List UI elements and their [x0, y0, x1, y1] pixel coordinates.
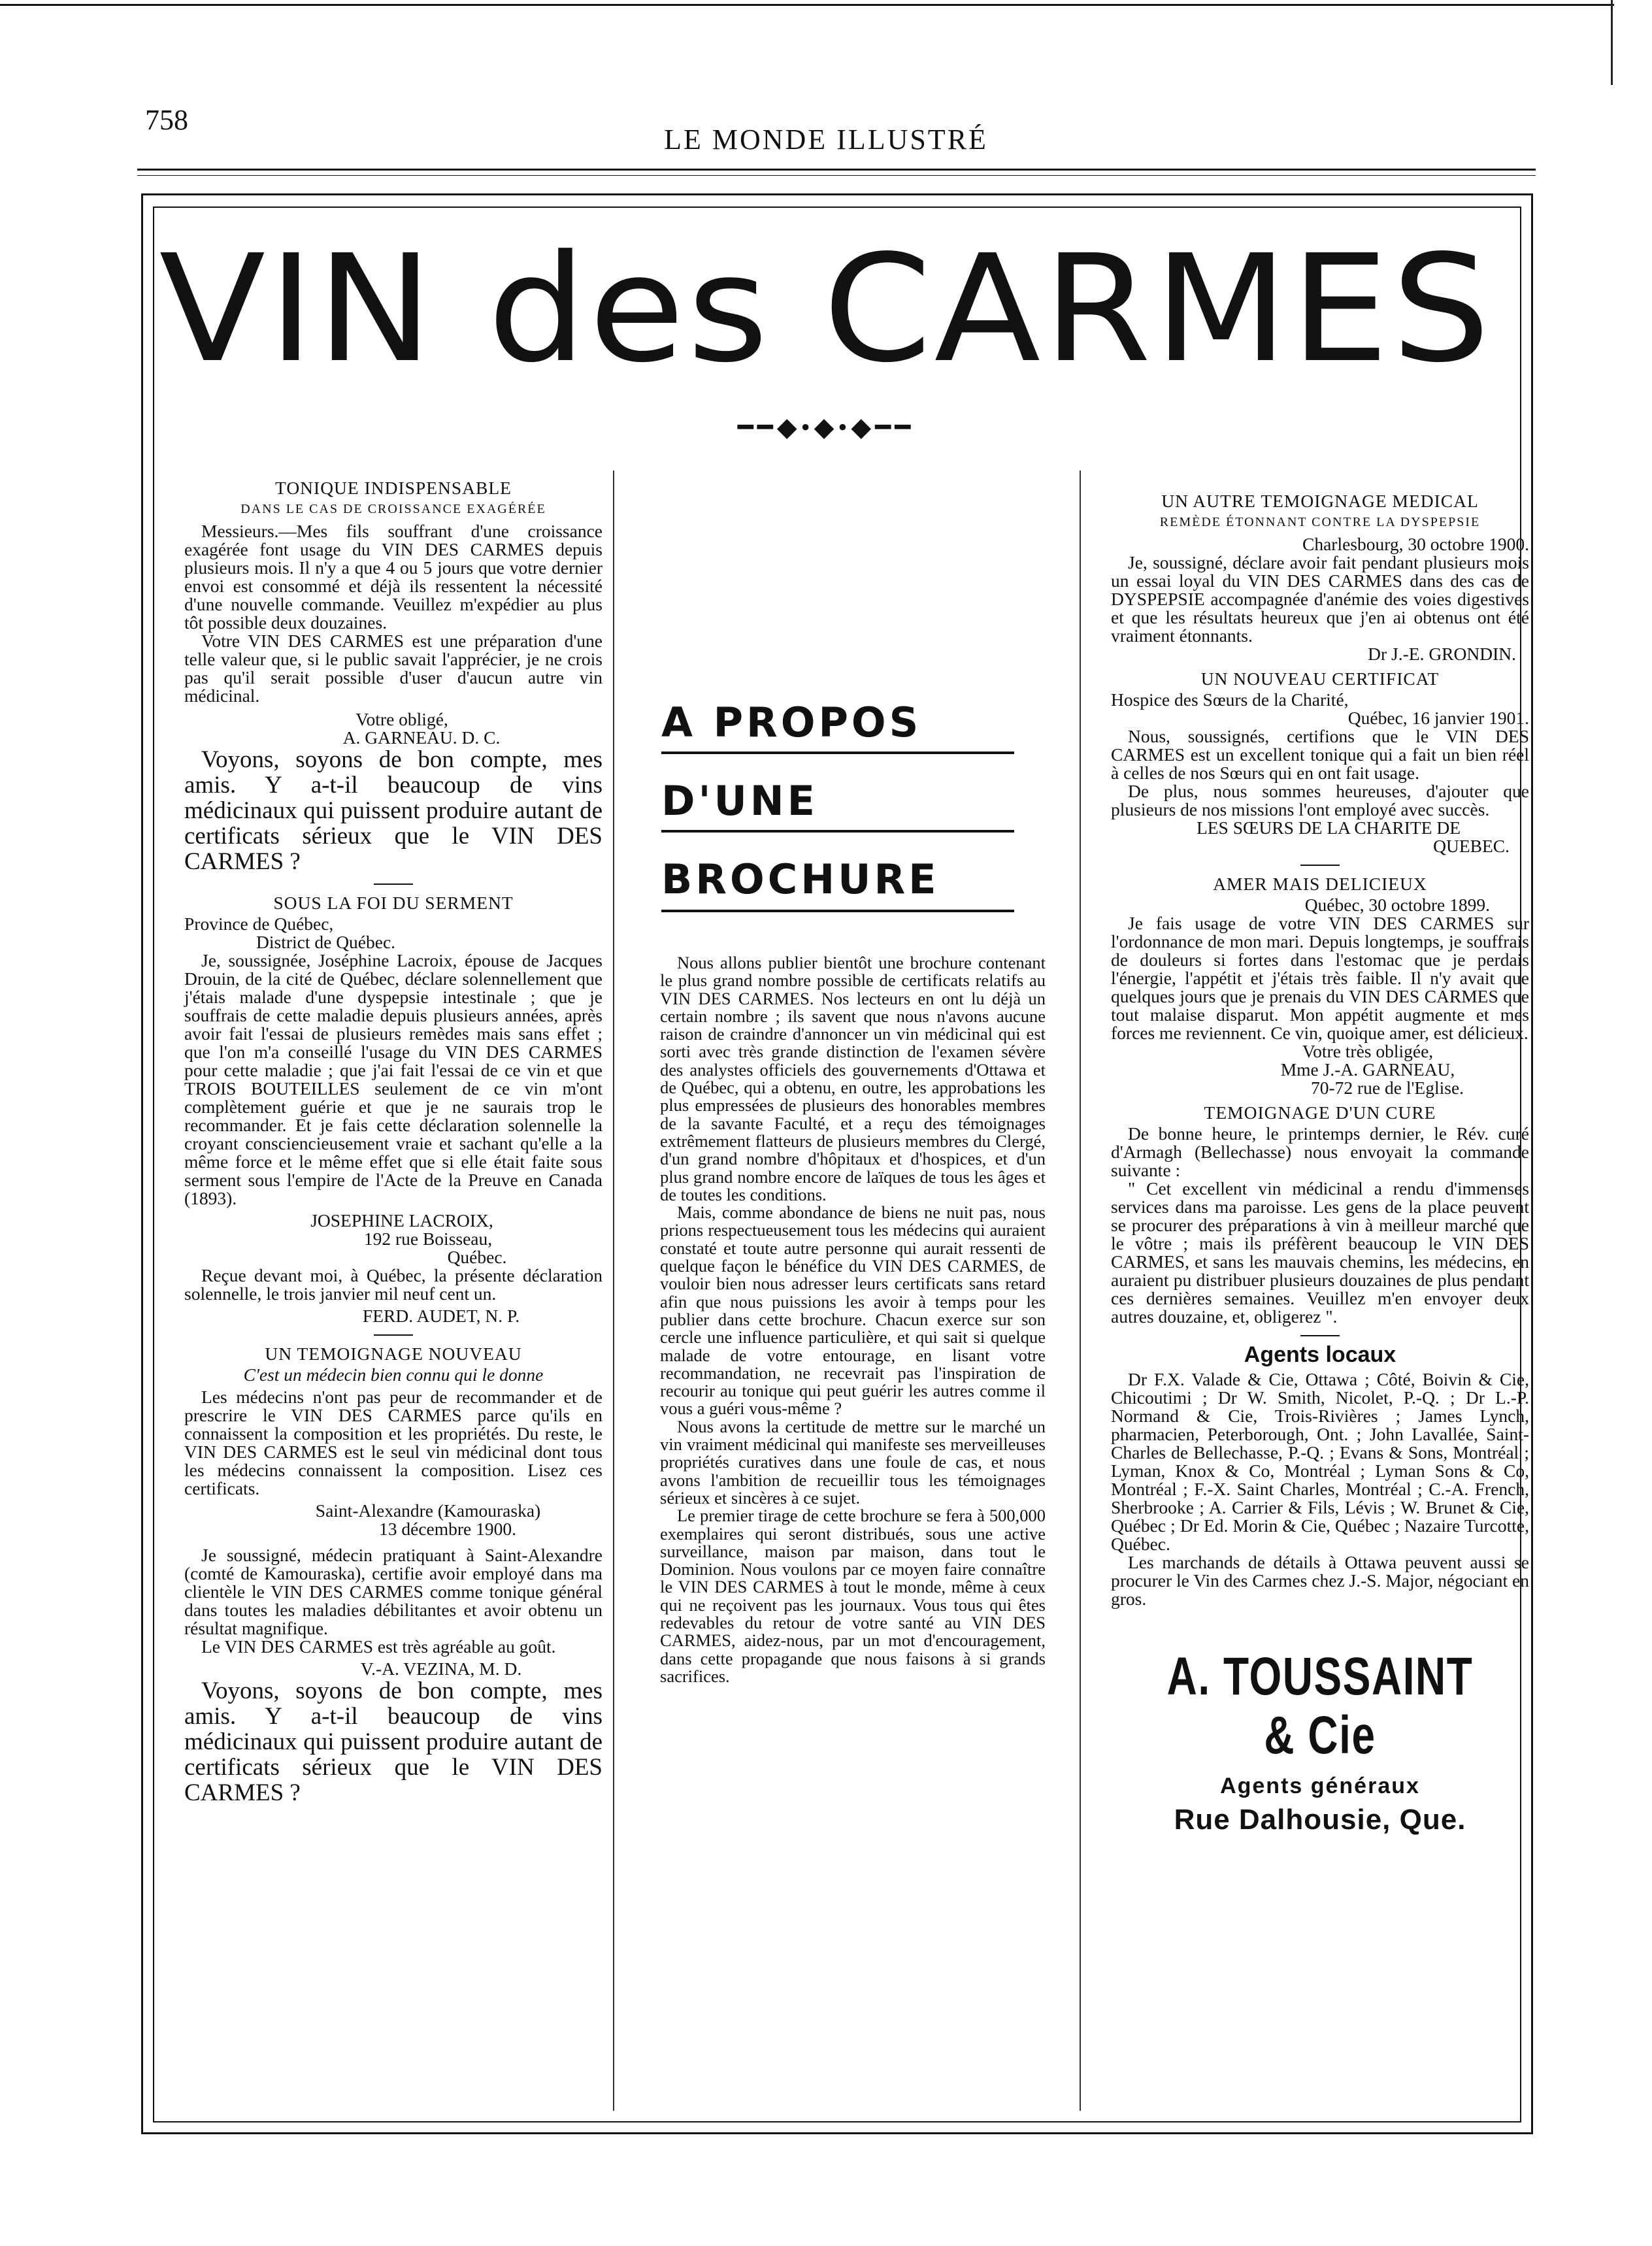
paragraph: Je soussigné, médecin pratiquant à Saint-Alexandre (comté de Kamouraska), certifie avoir employé dans ma clientèle le VIN DES CARMES comme tonique général dans toutes les maladies débilitantes et avoir obtenu un résultat magnifique.	[184, 1545, 603, 1638]
signature-address: 70-72 rue de l'Eglise.	[1310, 1078, 1464, 1098]
signature-line: Votre obligé,	[355, 709, 448, 729]
place-line: Hospice des Sœurs de la Charité,	[1111, 689, 1349, 710]
paragraph: Le premier tirage de cette brochure se fera à 500,000 exemplaires qui seront distribués, sous une active surveillance, maison par maison, dans tout le Dominion. Nous voulons par ce moyen faire connaître le VIN DES CARMES à tout le monde, même à ceux qui ne reçoivent pas les journaux. Vous tous qui êtes redevables du retour de votre santé au VIN DES CARMES, aidez-nous, par un mot d'encouragement, dans cette propagande que nous faisons à si grands sacrifices.	[660, 1506, 1046, 1686]
paragraph: Votre VIN DES CARMES est une préparation d'une telle valeur que, si le public savait l'apprécier, je ne crois pas qu'il serait possible d'user d'aucun autre vin médicinal.	[184, 631, 603, 706]
paragraph: Je, soussignée, Joséphine Lacroix, épouse de Jacques Drouin, de la cité de Québec, déclare solennellement que j'étais malade d'une dyspepsie intestinale ; que je souffrais de cette maladie depuis plusieurs années, après avoir fait l'essai de plusieurs remèdes mais sans effet ; que l'on m'a conseillé l'usage du VIN DES CARMES pour cette maladie ; que j'ai fait l'essai de ce vin et que TROIS BOUTEILLES seulement de ce vin m'ont complètement guérie et que je ne saurais trop le recommander. Et je fais cette déclaration solennelle la croyant consciencieusement vraie et sachant qu'elle a la même force et le même effet que si elle était faite sous serment sous l'empire de l'Acte de la Preuve en Canada (1893).	[184, 950, 603, 1208]
brochure-title-line-1: A PROPOS	[661, 699, 922, 746]
firm-name: A. TOUSSAINT & Cie	[1166, 1647, 1474, 1766]
top-edge-rule	[0, 4, 1614, 6]
section-heading: UN AUTRE TEMOIGNAGE MEDICAL	[1161, 491, 1479, 511]
section-heading: AMER MAIS DELICIEUX	[1213, 874, 1427, 894]
paragraph: Je, soussigné, déclare avoir fait pendant plusieurs mois un essai loyal du VIN DES CARMES dans des cas de DYSPEPSIE accompagnée d'anémie des voies digestives et que les résultats heureux que j'en ai obtenus ont été vraiment étonnants.	[1111, 552, 1529, 646]
column-left	[184, 474, 603, 1806]
section-dash	[1300, 1335, 1340, 1336]
section-heading: UN TEMOIGNAGE NOUVEAU	[265, 1344, 522, 1364]
paragraph: Nous allons publier bientôt une brochure contenant le plus grand nombre possible de certificats relatifs au VIN DES CARMES. Nos lecteurs en ont lu déjà un certain nombre ; ils savent que nous n'avons aucune raison de craindre d'annoncer un vin médicinal qui est sorti avec très grande distinction de l'examen sévère des analystes officiels des gouvernements d'Ottawa et de Québec, qui a obtenu, en outre, les approbations les plus empressées de plusieurs des honorables membres de la savante Faculté, et a reçu des témoignages extrêmement flatteurs de plusieurs membres du Clergé, d'un grand nombre d'hôpitaux et d'hospices, et d'un plus grand nombre encore de laïques de tous les âges et de toutes les conditions.	[660, 953, 1046, 1204]
signature-name: JOSEPHINE LACROIX,	[310, 1210, 493, 1230]
signature-name: V.-A. VEZINA, M. D.	[360, 1659, 522, 1679]
column-center	[660, 954, 1046, 1685]
section-subheading: REMÈDE ÉTONNANT CONTRE LA DYSPEPSIE	[1159, 515, 1481, 529]
place-line: Saint-Alexandre (Kamouraska)	[315, 1500, 541, 1521]
section-heading: UN NOUVEAU CERTIFICAT	[1200, 669, 1440, 689]
title-rule	[661, 910, 1014, 912]
section-dash	[1300, 865, 1340, 866]
page-number: 758	[145, 104, 188, 136]
date-line: Québec, 30 octobre 1899.	[1304, 895, 1490, 915]
paragraph: Reçue devant moi, à Québec, la présente déclaration solennelle, le trois janvier mil neuf cent un.	[184, 1265, 603, 1304]
page-corner-mark	[1611, 0, 1652, 85]
signature-name: Mme J.-A. GARNEAU,	[1280, 1059, 1455, 1080]
title-rule	[661, 751, 1014, 754]
section-subheading: DANS LE CAS DE CROISSANCE EXAGÉRÉE	[240, 502, 546, 516]
signature-name: LES SŒURS DE LA CHARITE DE	[1196, 817, 1461, 838]
signature-name: FERD. AUDET, N. P.	[362, 1306, 520, 1326]
place-line: Province de Québec,	[184, 914, 334, 934]
agents-list: Dr F.X. Valade & Cie, Ottawa ; Côté, Boivin & Cie, Chicoutimi ; Dr W. Smith, Nicolet, P.-Q. ; Dr L.-P. Normand & Cie, Trois-Rivières ; James Lynch, pharmacien, Peterborough, Ont. ; John Lavallée, Saint-Charles de Bellechasse, P.-Q. ; Evans & Sons, Montréal ; Lyman, Knox & Co, Montréal ; Lyman Sons & Co, Montréal ; F.-X. Saint Charles, Montréal ; C.-A. French, Sherbrooke ; A. Carrier & Fils, Lévis ; W. Brunet & Cie, Québec ; Dr Ed. Morin & Cie, Québec ; Nazaire Turcotte, Québec.	[1111, 1369, 1529, 1554]
paragraph: Mais, comme abondance de biens ne nuit pas, nous prions respectueusement tous les médecins qui auraient constaté et toute autre personne qui aurait ressenti de quelque façon le bénéfice du VIN DES CARMES, de vouloir bien nous adresser leurs certificats sans retard afin que nous puissions les avoir à temps pour les publier dans cette brochure. Chacun exerce sur son cercle une influence particulière, et qui sait si quelque malade de votre entourage, en lisant votre recommandation, ne recevrait pas l'inspiration de recourir au tonique qui peut guérir les autres comme il vous a guéri vous-même ?	[660, 1202, 1046, 1419]
section-dash	[374, 1334, 413, 1336]
signature-address: 192 rue Boisseau,	[363, 1229, 493, 1249]
paragraph: Le VIN DES CARMES est très agréable au goût.	[201, 1636, 556, 1657]
running-head: LE MONDE ILLUSTRÉ	[664, 124, 988, 156]
column-right	[1111, 487, 1529, 1836]
title-rule	[661, 830, 1014, 833]
header-rule-thick	[137, 169, 1536, 171]
firm-address: Rue Dalhousie, Que.	[1174, 1804, 1466, 1836]
advert-headline: VIN des CARMES	[159, 223, 1493, 396]
section-heading: TONIQUE INDISPENSABLE	[275, 478, 512, 498]
signature-name: QUEBEC.	[1433, 836, 1510, 856]
header-rule-thin	[137, 175, 1536, 176]
paragraph: " Cet excellent vin médicinal a rendu d'immenses services dans ma paroisse. Les gens de la place peuvent se procurer des préparations à vin à meilleur marché que le vôtre ; mais ils préfèrent beaucoup le VIN DES CARMES, et sans les mauvais chemins, les médecins, en auraient pu distribuer plusieurs douzaines de plus pendant ces dernières semaines. Veuillez m'en envoyer deux autres douzaine, et, obligerez ".	[1111, 1178, 1529, 1327]
ornament-divider: ━━◆•◆•◆━━	[737, 412, 915, 442]
firm-role: Agents généraux	[1220, 1774, 1420, 1799]
pull-quote: Voyons, soyons de bon compte, mes amis. Y a-t-il beaucoup de vins médicinaux qui puissent produire autant de certificats sérieux que le VIN DES CARMES ?	[184, 1677, 603, 1806]
signature-name: Dr J.-E. GRONDIN.	[1368, 644, 1516, 664]
paragraph: De bonne heure, le printemps dernier, le Rév. curé d'Armagh (Bellechasse) nous envoyait la commande suivante :	[1111, 1123, 1529, 1180]
signature-name: A. GARNEAU. D. C.	[342, 727, 501, 748]
section-heading: TEMOIGNAGE D'UN CURE	[1204, 1102, 1436, 1123]
column-divider-right	[1080, 471, 1081, 2111]
paragraph: Nous, soussignés, certifions que le VIN DES CARMES est un excellent tonique qui a fait un bien réel à celles de nos Sœurs qui en ont fait usage.	[1111, 726, 1529, 783]
paragraph: Les médecins n'ont pas peur de recommander et de prescrire le VIN DES CARMES parce qu'ils en connaissent la composition et les propriétés. Du reste, le VIN DES CARMES est le seul vin médicinal dont tous les médecins connaissent la composition. Lisez ces certificats.	[184, 1387, 603, 1498]
date-line: Charlesbourg, 30 octobre 1900.	[1302, 534, 1529, 554]
section-dash	[374, 884, 413, 885]
section-heading: SOUS LA FOI DU SERMENT	[273, 893, 514, 913]
signature-line: Votre très obligée,	[1302, 1041, 1434, 1061]
paragraph: Nous avons la certitude de mettre sur le marché un vin vraiment médicinal qui manifeste ses merveilleuses propriétés curatives dans une foule de cas, et nous avons l'ambition de recueillir tous les témoignages sérieux et sincères à ce sujet.	[660, 1416, 1046, 1508]
paragraph: Je fais usage de votre VIN DES CARMES sur l'ordonnance de mon mari. Depuis longtemps, je souffrais de douleurs si fortes dans l'estomac que je perdais l'énergie, l'appétit et j'étais très faible. Il n'y avait que quelques jours que je prenais du VIN DES CARMES que tout malaise disparut. Mon appétit augmente et mes forces me reviennent. Ce vin, quoique amer, est délicieux.	[1111, 913, 1529, 1043]
paragraph: Messieurs.—Mes fils souffrant d'une croissance exagérée font usage du VIN DES CARMES depuis plusieurs mois. Il n'y a que 4 ou 5 jours que votre dernier envoi est consommé et déjà ils ressentent la nécessité d'une nouvelle commande. Veuillez m'expédier au plus tôt possible deux douzaines.	[184, 521, 603, 633]
pull-quote: Voyons, soyons de bon compte, mes amis. Y a-t-il beaucoup de vins médicinaux qui puissent produire autant de certificats sérieux que le VIN DES CARMES ?	[184, 746, 603, 875]
place-line: District de Québec.	[256, 932, 396, 952]
agents-heading: Agents locaux	[1244, 1342, 1396, 1367]
brochure-title-line-3: BROCHURE	[661, 855, 940, 903]
date-line: 13 décembre 1900.	[379, 1519, 516, 1539]
date-line: Québec, 16 janvier 1901.	[1347, 708, 1529, 728]
signature-address: Québec.	[447, 1247, 507, 1267]
paragraph: Les marchands de détails à Ottawa peuvent aussi se procurer le Vin des Carmes chez J.-S. Major, négociant en gros.	[1111, 1552, 1529, 1609]
column-divider-left	[613, 471, 614, 2111]
paragraph: De plus, nous sommes heureuses, d'ajouter que plusieurs de nos missions l'ont employé avec succès.	[1111, 781, 1529, 819]
section-subheading: C'est un médecin bien connu qui le donne	[243, 1364, 544, 1385]
brochure-title-line-2: D'UNE	[661, 777, 819, 825]
